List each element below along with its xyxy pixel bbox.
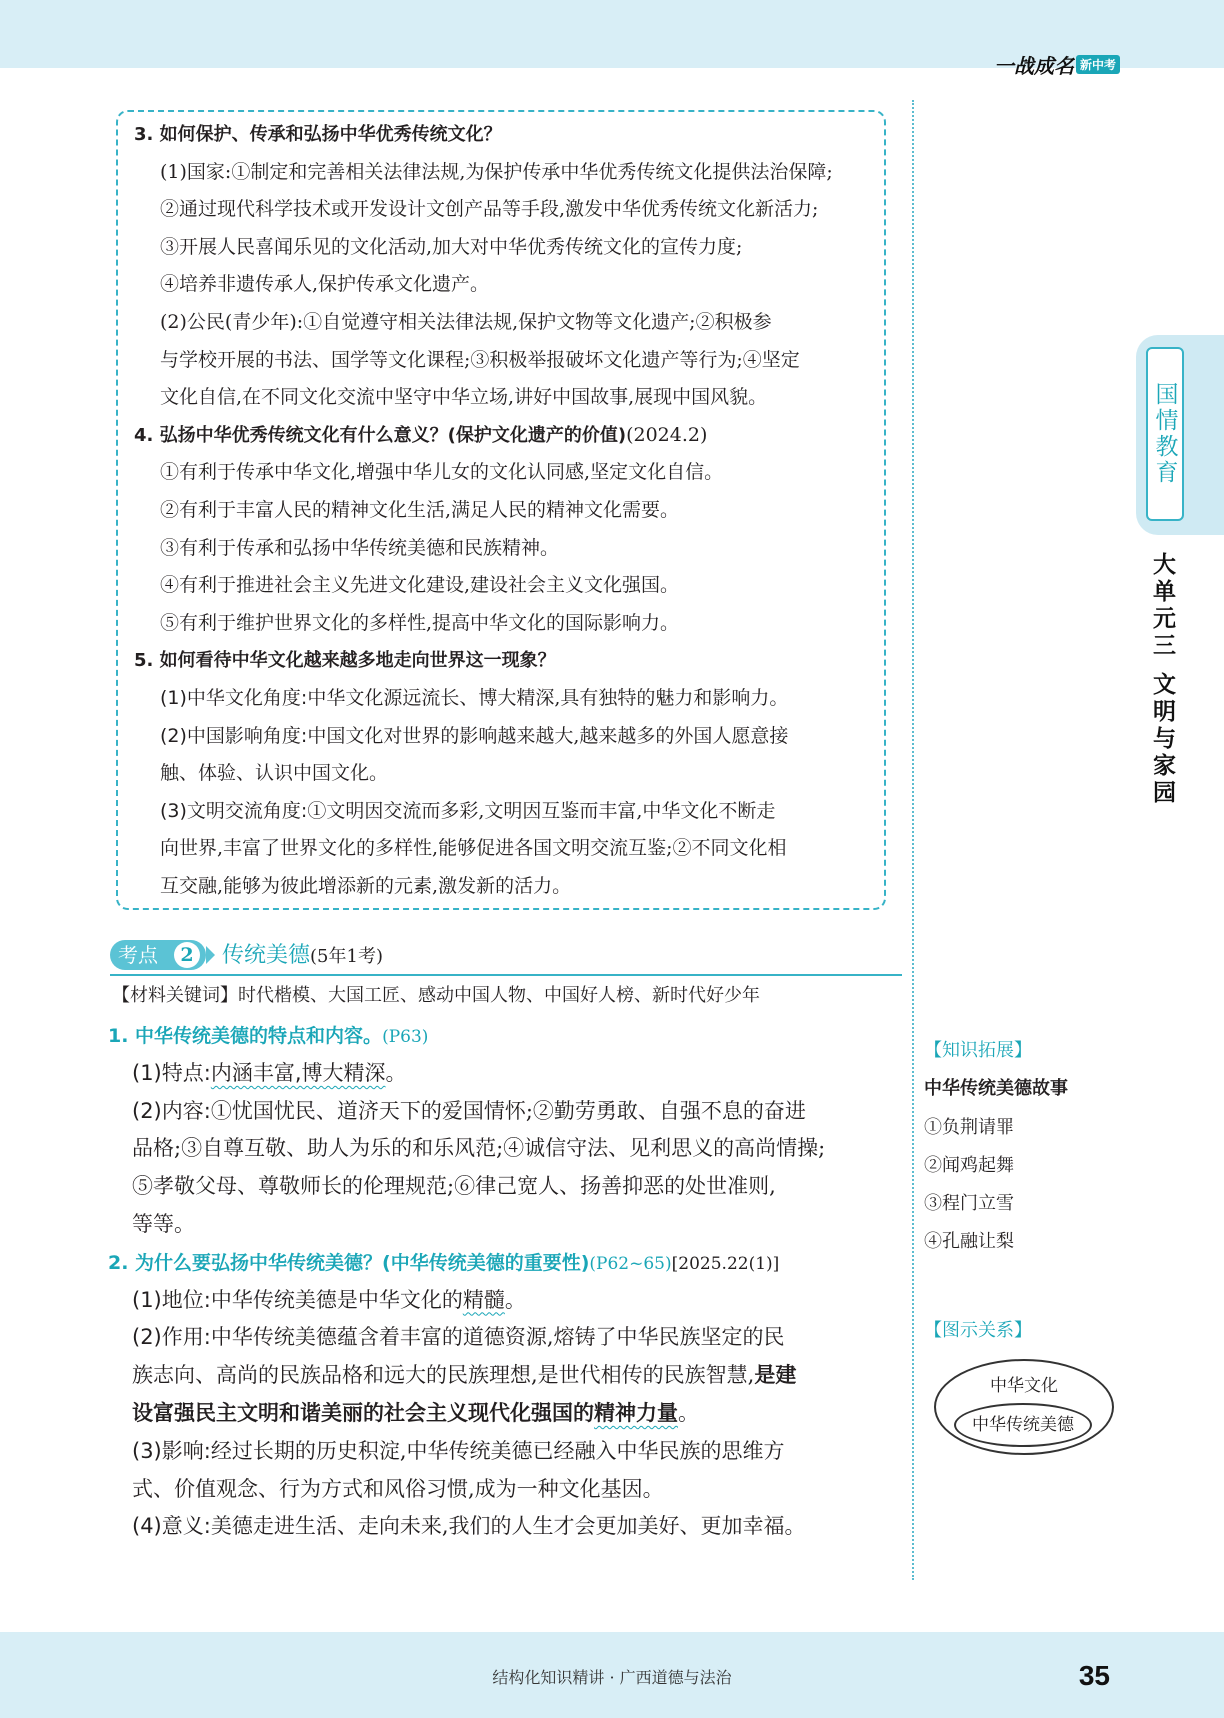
text-line: ④有利于推进社会主义先进文化建设,建设社会主义文化强国。	[160, 574, 680, 597]
main-content	[108, 1017, 908, 1546]
column-divider	[912, 100, 914, 1580]
section-frequency: (5年1考)	[310, 946, 383, 967]
text-line: ④培养非遗传承人,保护传承文化遗产。	[160, 273, 490, 296]
question-3: 3. 如何保护、传承和弘扬中华优秀传统文化？	[134, 124, 502, 145]
text-line: (3)文明交流角度:①文明因交流而多彩,文明因互鉴而丰富,中华文化不断走	[160, 799, 776, 822]
knowledge-extension-label: 【知识拓展】	[924, 1040, 1032, 1061]
question-2: 2. 为什么要弘扬中华传统美德？(中华传统美德的重要性)(P62~65)[2025.22(1)]	[108, 1251, 780, 1274]
text-line: (2)公民(青少年):①自觉遵守相关法律法规,保护文物等文化遗产;②积极参	[160, 310, 772, 333]
section-tab-label: 国情教育	[1151, 382, 1178, 486]
section-heading	[110, 940, 902, 976]
question-4: 4. 弘扬中华优秀传统文化有什么意义？(保护文化遗产的价值)(2024.2)	[134, 423, 708, 446]
text-line: (2)中国影响角度:中国文化对世界的影响越来越大,越来越多的外国人愿意接	[160, 724, 789, 747]
brand-tag: 新中考	[1076, 55, 1120, 74]
text-line: 设富强民主文明和谐美丽的社会主义现代化强国的精神力量。	[132, 1400, 699, 1425]
key-point: 精髓	[462, 1287, 505, 1312]
text-line: (1)特点:内涵丰富,博大精深。	[132, 1060, 407, 1085]
text-line: (1)地位:中华传统美德是中华文化的精髓。	[132, 1287, 526, 1312]
knowledge-extension-title: 中华传统美德故事	[924, 1078, 1068, 1099]
text-line: 式、价值观念、行为方式和风俗习惯,成为一种文化基因。	[132, 1476, 664, 1501]
text-line: ②有利于丰富人民的精神文化生活,满足人民的精神文化需要。	[160, 498, 680, 521]
list-item: ③程门立雪	[924, 1193, 1014, 1214]
text-line: ⑤有利于维护世界文化的多样性,提高中华文化的国际影响力。	[160, 611, 680, 634]
diagram-label: 【图示关系】	[924, 1320, 1032, 1341]
page-number: 35	[1078, 1660, 1110, 1691]
kaodian-number: 2	[174, 942, 200, 968]
question-1: 1. 中华传统美德的特点和内容。(P63)	[108, 1025, 429, 1047]
exam-year: [2025.22(1)]	[671, 1253, 780, 1274]
exam-year: (2024.2)	[626, 423, 708, 446]
material-keywords: 【材料关键词】时代楷模、大国工匠、感动中国人物、中国好人榜、新时代好少年	[112, 985, 760, 1006]
text-line: ⑤孝敬父母、尊敬师长的伦理规范;⑥律己宽人、扬善抑恶的处世准则,	[132, 1174, 776, 1199]
text-line: 族志向、高尚的民族品格和远大的民族理想,是世代相传的民族智慧,是建	[132, 1363, 797, 1388]
outer-label: 中华文化	[990, 1376, 1058, 1396]
text-line: ②通过现代科学技术或开发设计文创产品等手段,激发中华优秀传统文化新活力;	[160, 198, 819, 221]
text-line: (1)国家:①制定和完善相关法律法规,为保护传承中华优秀传统文化提供法治保障;	[160, 160, 833, 183]
text-line: 文化自信,在不同文化交流中坚守中华立场,讲好中国故事,展现中国风貌。	[160, 386, 768, 409]
triangle-icon	[206, 946, 215, 964]
section-tab	[1136, 335, 1224, 535]
text-line: ①有利于传承中华文化,增强中华儿女的文化认同感,坚定文化自信。	[160, 461, 724, 484]
brand-logo	[994, 50, 1120, 78]
section-title: 传统美德(5年1考)	[222, 943, 383, 968]
list-item: ②闻鸡起舞	[924, 1155, 1014, 1176]
text-line: (1)中华文化角度:中华文化源远流长、博大精深,具有独特的魅力和影响力。	[160, 686, 789, 709]
text-line: 等等。	[132, 1211, 195, 1236]
unit-title: 大单元三 文明与家园	[1149, 552, 1175, 808]
list-item: ④孔融让梨	[924, 1231, 1014, 1252]
inner-ellipse: 中华传统美德	[954, 1403, 1092, 1447]
text-line: 触、体验、认识中国文化。	[160, 762, 389, 785]
text-line: ③有利于传承和弘扬中华传统美德和民族精神。	[160, 536, 560, 559]
question-5: 5. 如何看待中华文化越来越多地走向世界这一现象？	[134, 650, 556, 672]
text-line: (2)作用:中华传统美德蕴含着丰富的道德资源,熔铸了中华民族坚定的民	[132, 1325, 785, 1350]
text-line: (4)意义:美德走进生活、走向未来,我们的人生才会更加美好、更加幸福。	[132, 1514, 806, 1539]
list-item: ①负荆请罪	[924, 1117, 1014, 1138]
key-point: 内涵丰富,博大精深	[210, 1060, 386, 1085]
text-line: ③开展人民喜闻乐见的文化活动,加大对中华优秀传统文化的宣传力度;	[160, 235, 743, 258]
footer-title: 结构化知识精讲 · 广西道德与法治	[492, 1668, 732, 1687]
text-line: 向世界,丰富了世界文化的多样性,能够促进各国文明交流互鉴;②不同文化相	[160, 837, 787, 860]
text-line: (3)影响:经过长期的历史积淀,中华传统美德已经融入中华民族的思维方	[132, 1438, 785, 1463]
text-line: 与学校开展的书法、国学等文化课程;③积极举报破坏文化遗产等行为;④坚定	[160, 348, 800, 371]
side-notes	[924, 1033, 1124, 1459]
text-line: 互交融,能够为彼此增添新的元素,激发新的活力。	[160, 874, 572, 897]
text-line: (2)内容:①忧国忧民、道济天下的爱国情怀;②勤劳勇敢、自强不息的奋进	[132, 1098, 806, 1123]
kaodian-badge: 考点	[110, 940, 206, 970]
relation-diagram	[934, 1359, 1114, 1459]
key-point: 精神力量	[594, 1400, 678, 1425]
text-line: 品格;③自尊互敬、助人为乐的和乐风范;④诚信守法、见利思义的高尚情操;	[132, 1136, 826, 1161]
knowledge-box-content	[134, 116, 874, 905]
brand-name: 一战成名	[993, 53, 1074, 78]
